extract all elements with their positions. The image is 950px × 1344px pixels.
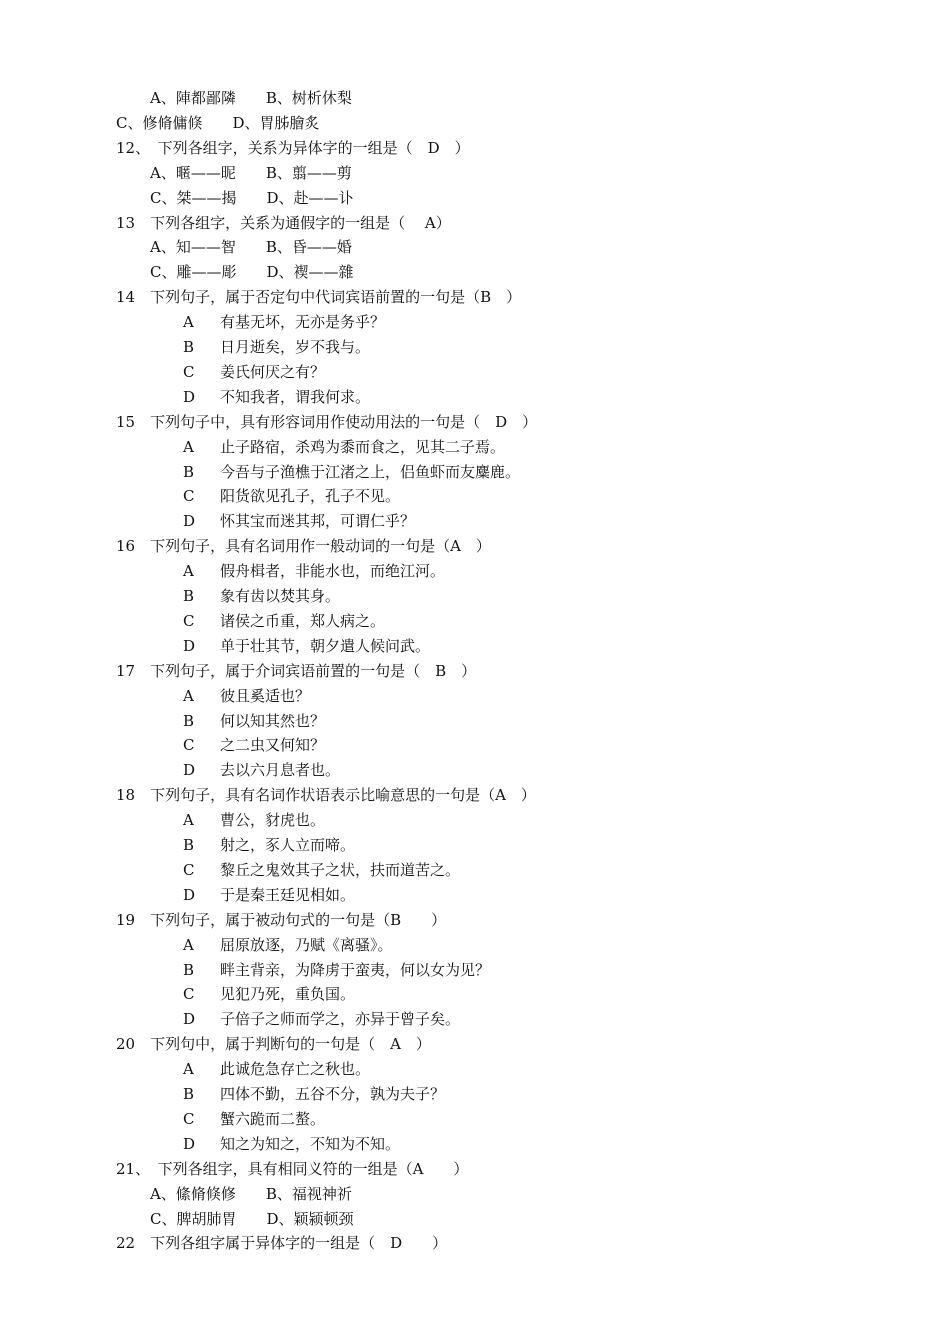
option-letter: B [183, 338, 195, 356]
question-line: 12、 下列各组字，关系为异体字的一组是（ D ） [116, 138, 470, 157]
option-text: 四体不勤，五谷不分，孰为夫子？ [220, 1085, 446, 1103]
option-text: 不知我者，谓我何求。 [220, 387, 371, 406]
option-letter: A [183, 313, 194, 332]
option-text: 知之为知之，不知为不知。 [220, 1134, 401, 1153]
option-letter: A [183, 935, 194, 954]
answer-option [183, 1107, 325, 1131]
option-letter: B [183, 711, 195, 730]
option-text: 有基无坏，无亦是务乎？ [220, 313, 386, 332]
answer-option [183, 858, 460, 882]
answer-option [183, 883, 355, 907]
option-letter: C [183, 487, 195, 506]
answer-option [183, 982, 355, 1006]
question-line: 13 下列各组字，关系为通假字的一组是（ A） [116, 213, 451, 232]
answer-option [183, 310, 385, 334]
option-letter: D [183, 512, 196, 531]
char-option-line: C、雕——彫 D、褉——雜 [150, 263, 354, 282]
question-line: 20 下列句中，属于判断句的一句是（ A ） [116, 1035, 431, 1054]
char-option-line: A、知——智 B、昏——婚 [150, 238, 352, 257]
option-letter: D [183, 885, 196, 904]
option-letter: C [183, 362, 195, 381]
answer-option [183, 808, 325, 832]
option-letter: A [183, 1060, 194, 1079]
answer-option [183, 833, 355, 857]
option-letter: A [183, 811, 194, 830]
option-text: 屈原放逐，乃赋《离骚》。 [220, 935, 393, 954]
option-text: 蟹六跪而二螯。 [220, 1109, 326, 1128]
char-option-line: A、暱——昵 B、翦——剪 [150, 163, 352, 182]
option-letter: C [183, 860, 195, 879]
option-letter: C [183, 736, 195, 755]
option-text: 阳货欲见孔子，孔子不见。 [220, 487, 401, 506]
option-text: 象有齿以焚其身。 [220, 587, 341, 605]
question-line: 22 下列各组字属于异体字的一组是（ D ） [116, 1234, 448, 1253]
option-text: 姜氏何厌之有？ [220, 362, 326, 381]
answer-option [183, 733, 325, 757]
option-text: 怀其宝而迷其邦，可谓仁乎？ [220, 512, 416, 531]
option-text: 畔主背亲，为降虏于蛮夷，何以女为见？ [220, 960, 491, 979]
char-option-line: A、絛脩倏修 B、福视神祈 [150, 1184, 352, 1203]
option-text: 于是秦王廷见相如。 [220, 885, 356, 904]
option-text: 何以知其然也？ [220, 711, 326, 730]
option-letter: A [183, 437, 194, 456]
option-letter: A [183, 562, 194, 581]
option-letter: D [183, 636, 196, 655]
question-line: 18 下列句子，具有名词作状语表示比喻意思的一句是（A ） [116, 786, 536, 805]
answer-option [183, 1007, 460, 1031]
question-line: 15 下列句子中，具有形容词用作使动用法的一句是（ D ） [116, 412, 538, 431]
option-text: 假舟楫者，非能水也，而绝江河。 [220, 562, 446, 581]
question-line: 19 下列句子，属于被动句式的一句是（B ） [116, 910, 447, 929]
answer-option [183, 584, 340, 608]
char-option-line: C、桀——揭 D、赴——讣 [150, 188, 354, 207]
option-text: 今吾与子渔樵于江渚之上，侣鱼虾而友麋鹿。 [220, 462, 521, 481]
question-line: C、修脩傭倏 D、胃胏膾炙 [116, 113, 320, 132]
option-text: 黎丘之鬼效其子之状，扶而道苦之。 [220, 860, 461, 879]
question-line: 17 下列句子，属于介词宾语前置的一句是（ B ） [116, 661, 477, 680]
option-text: 止子路宿，杀鸡为黍而食之，见其二子焉。 [220, 437, 506, 456]
answer-option [183, 933, 393, 957]
question-line: 14 下列句子，属于否定句中代词宾语前置的一句是（B ） [116, 288, 522, 307]
option-letter: B [183, 836, 195, 854]
answer-option [183, 360, 325, 384]
answer-option [183, 1082, 445, 1106]
option-letter: C [183, 1109, 195, 1128]
option-letter: D [183, 1010, 196, 1029]
option-text: 此诚危急存亡之秋也。 [220, 1060, 371, 1079]
option-text: 见犯乃死，重负国。 [220, 985, 356, 1004]
answer-option [183, 958, 490, 982]
answer-option [183, 609, 385, 633]
option-text: 射之，豕人立而啼。 [220, 836, 356, 854]
answer-option [183, 435, 505, 459]
option-text: 诸侯之币重，郑人病之。 [220, 611, 386, 630]
option-text: 去以六月息者也。 [220, 761, 341, 780]
option-text: 单于壮其节，朝夕遣人候问武。 [220, 636, 431, 655]
option-letter: C [183, 985, 195, 1004]
option-letter: C [183, 611, 195, 630]
answer-option [183, 335, 370, 359]
option-letter: A [183, 686, 194, 705]
answer-option [183, 1057, 370, 1081]
option-letter: B [183, 960, 195, 979]
option-text: 曹公，豺虎也。 [220, 811, 326, 830]
answer-option [183, 559, 445, 583]
option-letter: B [183, 587, 195, 605]
answer-option [183, 684, 310, 708]
char-option-line: C、脾胡肺胃 D、颖颍顿颈 [150, 1209, 354, 1228]
answer-option [183, 484, 400, 508]
option-letter: D [183, 1134, 196, 1153]
answer-option [183, 758, 340, 782]
option-text: 日月逝矣，岁不我与。 [220, 338, 371, 356]
question-line: 16 下列句子，具有名词用作一般动词的一句是（A ） [116, 537, 491, 556]
option-letter: B [183, 1085, 195, 1103]
answer-option [183, 634, 430, 658]
answer-option [183, 1132, 400, 1156]
answer-option [183, 509, 415, 533]
answer-option [183, 709, 325, 733]
option-text: 之二虫又何知？ [220, 736, 326, 755]
char-option-line: A、陣都鄙隣 B、树析休梨 [150, 89, 352, 107]
option-letter: D [183, 387, 196, 406]
answer-option [183, 385, 370, 409]
answer-option [183, 460, 520, 484]
option-text: 彼且奚适也？ [220, 686, 311, 705]
option-letter: D [183, 761, 196, 780]
question-line: 21、 下列各组字，具有相同义符的一组是（A ） [116, 1159, 469, 1178]
option-letter: B [183, 462, 195, 481]
option-text: 子倍子之师而学之，亦异于曾子矣。 [220, 1010, 461, 1029]
